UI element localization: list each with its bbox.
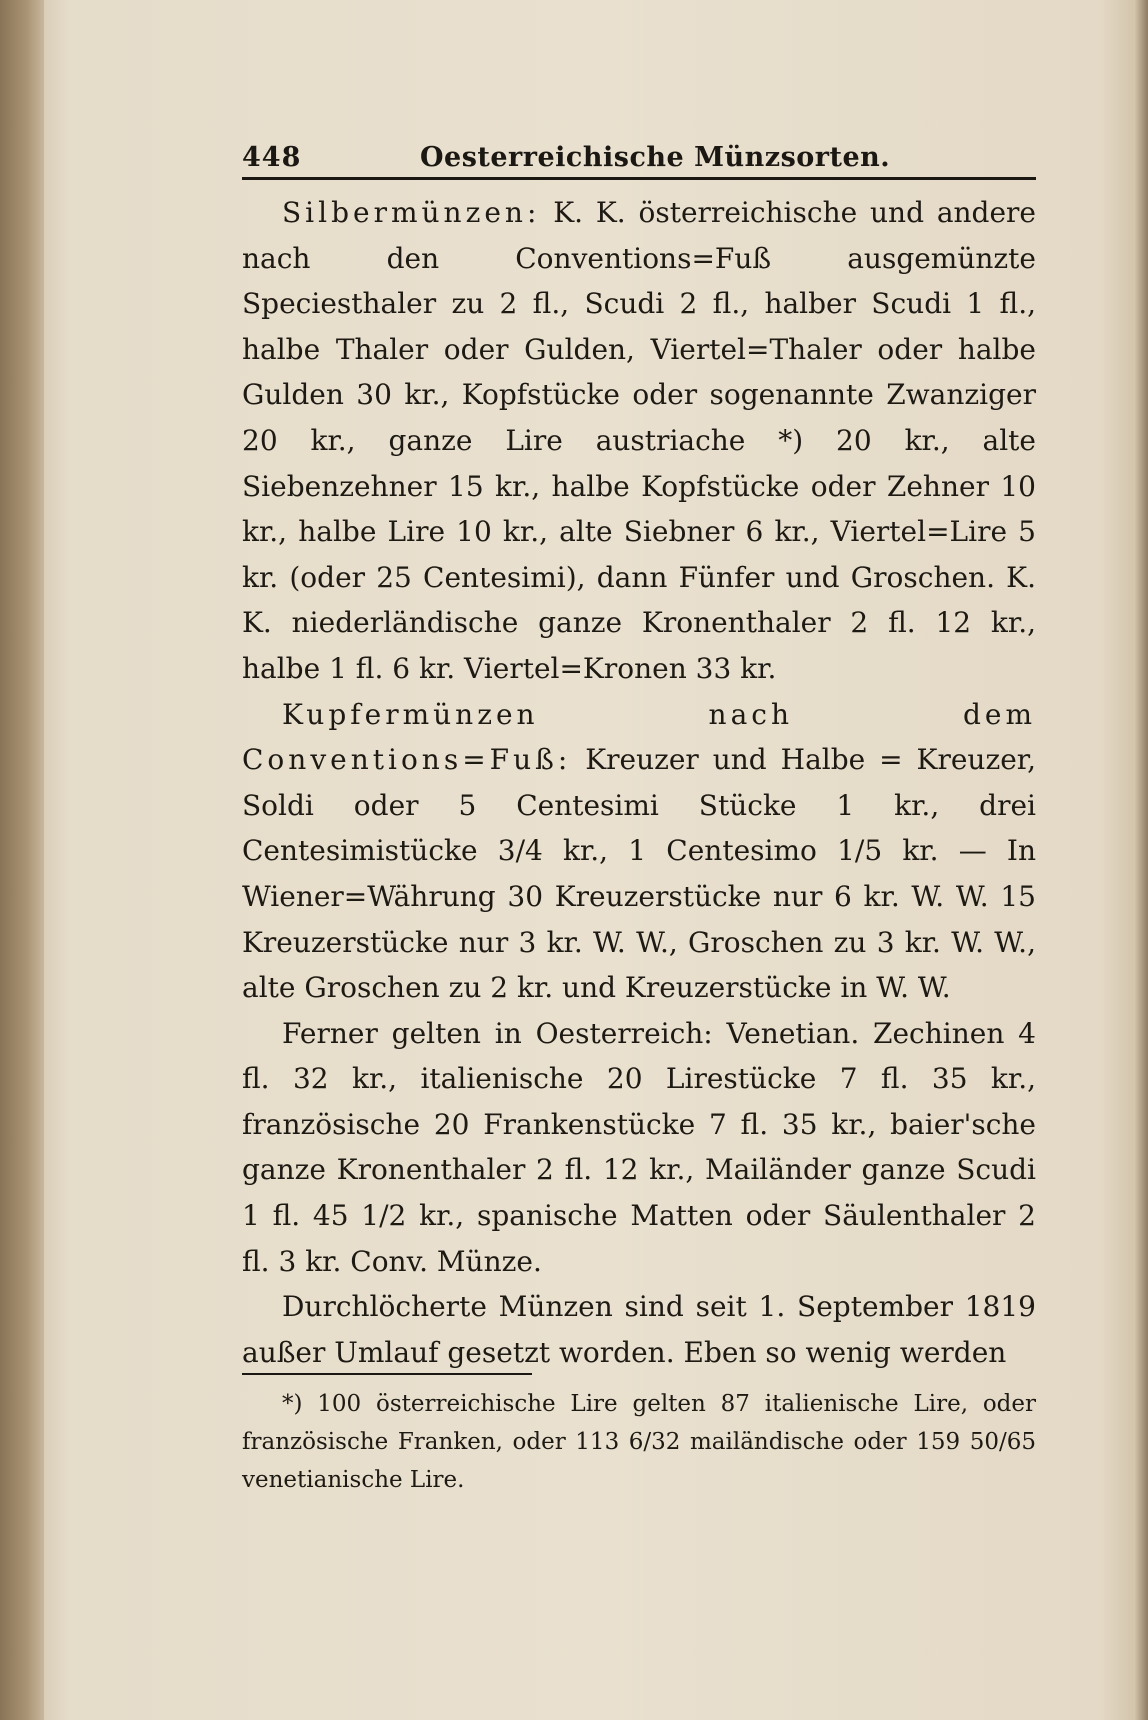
paragraph-lead: Kupfermünzen nach dem Conventions=Fuß: (242, 697, 1036, 777)
footnote-rule (242, 1373, 532, 1375)
paragraph-text: Kreuzer und Halbe = Kreuzer, Soldi oder 5 Centesimi Stücke 1 kr., drei Centesimistücke 3/4 kr., 1 Centesimo 1/5 kr. — In Wiener=Währung 30 Kreuzerstücke nur 6 kr. W. W. 15 Kreuzerstücke nur 3 kr. W. W., Groschen zu 3 kr. W. W., alte Groschen zu 2 kr. und Kreuzerstücke in W. W. (242, 743, 1036, 1005)
paragraph-lead: Silbermünzen: (282, 196, 541, 229)
paragraph-silver-coins (242, 190, 1036, 692)
header-rule (242, 177, 1036, 180)
running-head: Oesterreichische Münzsorten. (420, 142, 891, 173)
paragraph-text: Ferner gelten in Oesterreich: Venetian. Zechinen 4 fl. 32 kr., italienische 20 Lirestücke 7 fl. 35 kr., französische 20 Frankenstücke 7 fl. 35 kr., baier'sche ganze Kronenthaler 2 fl. 12 kr., Mailänder ganze Scudi 1 fl. 45 1/2 kr., spanische Matten oder Säulenthaler 2 fl. 3 kr. Conv. Münze. (242, 1016, 1036, 1278)
page-edge (1134, 0, 1148, 1720)
page-header (242, 136, 1036, 176)
paragraph-text: K. K. österreichische und andere nach den Conventions=Fuß ausgemünzte Speciesthaler zu 2 fl., Scudi 2 fl., halber Scudi 1 fl., halbe Thaler oder Gulden, Viertel=Thaler oder halbe Gulden 30 kr., Kopfstücke oder sogenannte Zwanziger 20 kr., ganze Lire austriache *) 20 kr., alte Siebenzehner 15 kr., halbe Kopfstücke oder Zehner 10 kr., halbe Lire 10 kr., alte Siebner 6 kr., Viertel=Lire 5 kr. (oder 25 Centesimi), dann Fünfer und Groschen. K. K. niederländische ganze Kronenthaler 2 fl. 12 kr., halbe 1 fl. 6 kr. Viertel=Kronen 33 kr. (242, 196, 1036, 685)
page-number: 448 (242, 142, 302, 173)
paragraph-perforated-coins (242, 1284, 1036, 1375)
footnote (242, 1385, 1036, 1499)
body-text (242, 190, 1036, 1375)
paragraph-text: Durchlöcherte Münzen sind seit 1. September 1819 außer Umlauf gesetzt worden. Eben so wenig werden (242, 1290, 1036, 1369)
footnote-text: *) 100 österreichische Lire gelten 87 italienische Lire, oder französische Franken, oder 113 6/32 mailändische oder 159 50/65 venetianische Lire. (242, 1391, 1036, 1493)
book-spine (0, 0, 44, 1720)
paragraph-copper-coins (242, 692, 1036, 1011)
paragraph-foreign-coins (242, 1011, 1036, 1285)
